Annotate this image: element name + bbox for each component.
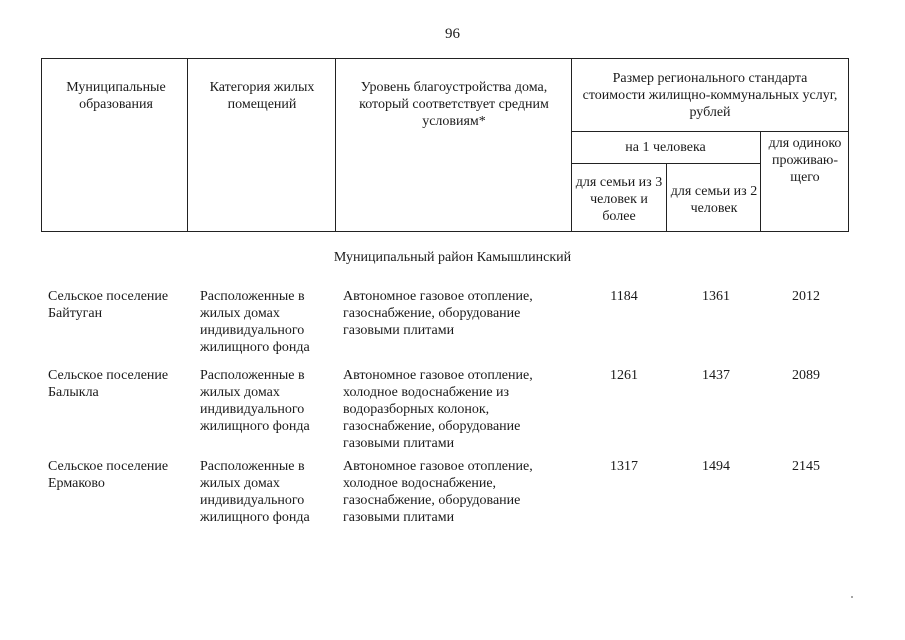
cell-municipality: Сельское поселение Ермаково (48, 459, 169, 491)
header-category: Категория жилых помещений (209, 80, 315, 112)
cell-family2: 1437 (702, 368, 730, 383)
section-title: Муниципальный район Камышлинский (333, 250, 572, 265)
header-divider (571, 131, 848, 132)
cell-single: 2089 (792, 368, 820, 383)
cell-family2: 1361 (702, 289, 730, 304)
page-number: 96 (445, 26, 460, 42)
cell-municipality: Сельское поселение Байтуган (48, 289, 169, 321)
header-municipality: Муниципальные образования (66, 80, 166, 112)
header-per-person: на 1 человека (625, 140, 706, 155)
cell-category: Расположенные в жилых домах индивидуального жилищного фонда (200, 368, 310, 434)
header-family2: для семьи из 2 человек (670, 184, 758, 216)
cell-category: Расположенные в жилых домах индивидуального жилищного фонда (200, 459, 310, 525)
cell-level: Автономное газовое отопление, холодное водоснабжение, газоснабжение, оборудование газовыми плитами (343, 459, 533, 525)
cell-single: 2012 (792, 289, 820, 304)
header-divider (760, 131, 761, 231)
cell-single: 2145 (792, 459, 820, 474)
cell-municipality: Сельское поселение Балыкла (48, 368, 169, 400)
header-divider (666, 163, 667, 231)
cell-family3: 1261 (610, 368, 638, 383)
header-level: Уровень благоустройства дома, который соответствует средним условиям* (359, 80, 549, 129)
header-divider (571, 163, 760, 164)
table-header (41, 58, 849, 232)
header-divider (187, 59, 188, 231)
cell-family2: 1494 (702, 459, 730, 474)
header-family3: для семьи из 3 человек и более (575, 175, 663, 224)
header-single: для одиноко проживаю-щего (768, 136, 842, 185)
cell-family3: 1317 (610, 459, 638, 474)
header-divider (335, 59, 336, 231)
header-standard: Размер регионального стандарта стоимости жилищно-коммунальных услуг, рублей (582, 71, 838, 120)
cell-level: Автономное газовое отопление, газоснабжение, оборудование газовыми плитами (343, 289, 533, 338)
scan-speck (851, 596, 853, 598)
cell-category: Расположенные в жилых домах индивидуального жилищного фонда (200, 289, 310, 355)
cell-family3: 1184 (610, 289, 638, 304)
cell-level: Автономное газовое отопление, холодное водоснабжение из водоразборных колонок, газоснабжение, оборудование газовыми плитами (343, 368, 533, 451)
